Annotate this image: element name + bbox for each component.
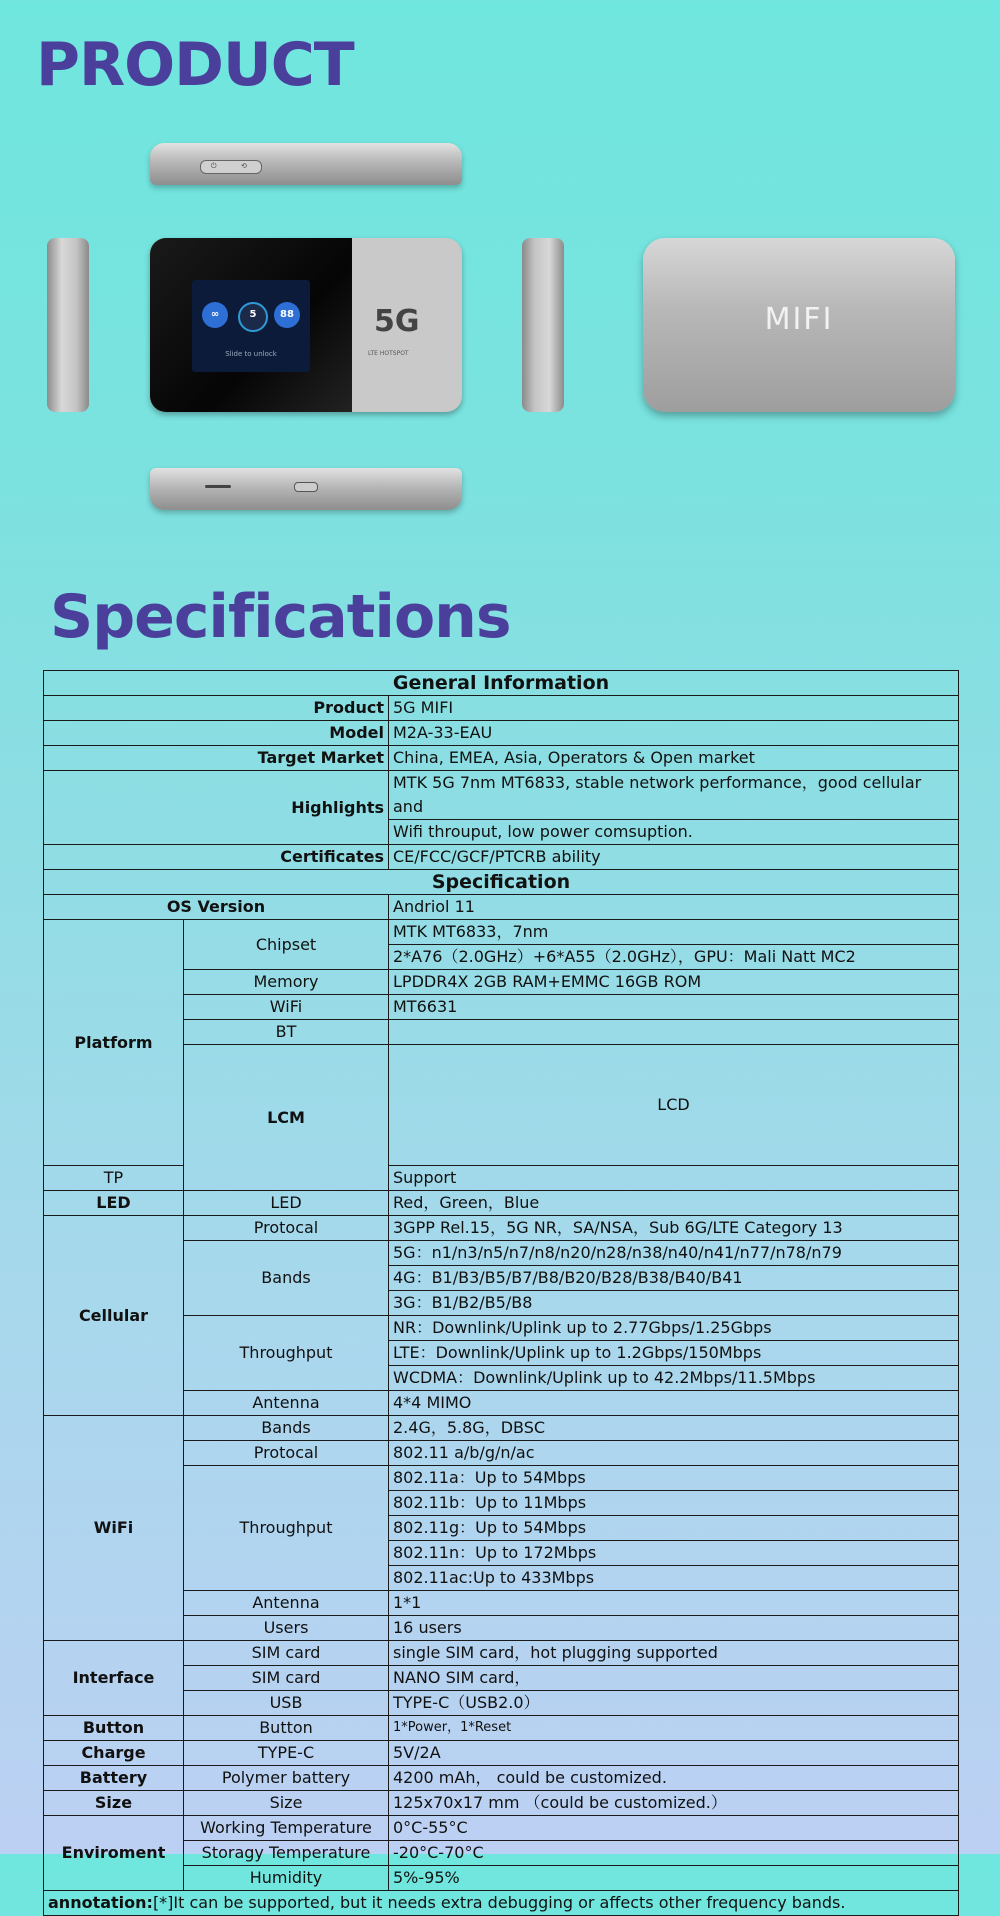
infinity-icon: ∞ [202,302,228,328]
power-icon: ⏻ [211,162,217,170]
reset-icon: ⟲ [241,162,247,170]
row-value: -20°C-70°C [389,1841,959,1866]
row-key: Target Market [44,746,389,771]
category-led: LED [44,1191,184,1216]
row-key: Certificates [44,845,389,870]
row-value: 802.11 a/b/g/n/ac [389,1441,959,1466]
row-key: Bands [184,1241,389,1316]
category-charge: Charge [44,1741,184,1766]
row-key: BT [184,1020,389,1045]
category-battery: Battery [44,1766,184,1791]
top-buttons [200,160,262,174]
row-key: SIM card [184,1666,389,1691]
table-row [44,1216,959,1241]
row-value: 16 users [389,1616,959,1641]
device-back-view [643,238,955,412]
row-value: 5%-95% [389,1866,959,1891]
row-value [389,1020,959,1045]
device-left-side-view [47,238,89,412]
row-key: Polymer battery [184,1766,389,1791]
row-key: Throughput [184,1466,389,1591]
row-value: 1*Power，1*Reset [389,1716,959,1741]
row-key: Protocal [184,1216,389,1241]
row-value-line: 802.11n：Up to 172Mbps [389,1541,959,1566]
row-key: SIM card [184,1641,389,1666]
row-value: 5G MIFI [389,696,959,721]
screen-battery-value: 88 [274,302,300,328]
specifications-table [43,670,959,1916]
table-row [44,920,959,945]
5g-logo-subtext: LTE HOTSPOT [368,350,409,357]
row-key: Humidity [184,1866,389,1891]
row-value-line: NR：Downlink/Uplink up to 2.77Gbps/1.25Gbps [389,1316,959,1341]
table-row [44,870,959,895]
table-row [44,696,959,721]
product-title: PRODUCT [36,30,354,100]
table-row [44,1191,959,1216]
category-wifi: WiFi [44,1416,184,1641]
row-value-line: 5G：n1/n3/n5/n7/n8/n20/n28/n38/n40/n41/n77/n78/n79 [389,1241,959,1266]
category-size: Size [44,1791,184,1816]
row-key: Working Temperature [184,1816,389,1841]
row-key: Size [184,1791,389,1816]
row-value: MT6631 [389,995,959,1020]
row-value: 1*1 [389,1591,959,1616]
row-value: 3GPP Rel.15，5G NR，SA/NSA，Sub 6G/LTE Category 13 [389,1216,959,1241]
row-value: Red，Green，Blue [389,1191,959,1216]
table-row [44,1716,959,1741]
device-glass-panel [150,238,352,412]
row-key: Antenna [184,1591,389,1616]
specifications-title: Specifications [50,582,511,652]
row-value-line: 2*A76（2.0GHz）+6*A55（2.0GHz），GPU：Mali Natt MC2 [389,945,959,970]
table-row [44,771,959,820]
table-row [44,1891,959,1916]
category-button: Button [44,1716,184,1741]
row-key: Chipset [184,920,389,970]
row-key: Antenna [184,1391,389,1416]
category-platform: Platform [44,920,184,1166]
row-key: WiFi [184,995,389,1020]
5g-logo: 5G [374,304,420,339]
row-value: TYPE-C（USB2.0） [389,1691,959,1716]
row-value-line: 4G：B1/B3/B5/B7/B8/B20/B28/B38/B40/B41 [389,1266,959,1291]
row-value-line: 802.11b：Up to 11Mbps [389,1491,959,1516]
row-value: 4200 mAh， could be customized. [389,1766,959,1791]
row-key: LCD [389,1045,959,1166]
row-key: Users [184,1616,389,1641]
device-bottom-view [150,468,462,510]
table-row [44,895,959,920]
row-key: TP [44,1166,184,1191]
row-value: 0°C-55°C [389,1816,959,1841]
row-key: Memory [184,970,389,995]
row-value-line: LTE：Downlink/Uplink up to 1.2Gbps/150Mbps [389,1341,959,1366]
row-value: 125x70x17 mm （could be customized.） [389,1791,959,1816]
row-value-line: 802.11ac:Up to 433Mbps [389,1566,959,1591]
table-row [44,1816,959,1841]
table-row [44,845,959,870]
row-value-line: WCDMA：Downlink/Uplink up to 42.2Mbps/11.5Mbps [389,1366,959,1391]
device-top-view [150,143,462,185]
row-key: USB [184,1691,389,1716]
annotation-label: annotation: [48,1893,153,1912]
row-value: NANO SIM card， [389,1666,959,1691]
slide-to-unlock-text: Slide to unlock [225,350,277,358]
row-key: Bands [184,1416,389,1441]
category-lcm: LCM [184,1045,389,1191]
row-value: M2A-33-EAU [389,721,959,746]
row-key: OS Version [44,895,389,920]
row-key: Throughput [184,1316,389,1391]
row-value-line: MTK 5G 7nm MT6833, stable network performance，good cellular and [389,771,959,820]
table-row [44,1641,959,1666]
sim-slot [205,485,231,488]
table-row [44,671,959,696]
row-value-line: 802.11a：Up to 54Mbps [389,1466,959,1491]
row-value: CE/FCC/GCF/PTCRB ability [389,845,959,870]
row-value-line: 3G：B1/B2/B5/B8 [389,1291,959,1316]
row-key: LED [184,1191,389,1216]
row-value: 2.4G，5.8G，DBSC [389,1416,959,1441]
table-row [44,1741,959,1766]
row-value: Andriol 11 [389,895,959,920]
table-row [44,1766,959,1791]
row-value: 5V/2A [389,1741,959,1766]
table-row [44,721,959,746]
usb-c-port [294,482,318,492]
device-front-view [150,238,462,412]
row-value: China, EMEA, Asia, Operators & Open market [389,746,959,771]
device-right-side-view [522,238,564,412]
specification-heading: Specification [44,870,959,895]
row-value-line: 802.11g：Up to 54Mbps [389,1516,959,1541]
category-environment: Enviroment [44,1816,184,1891]
back-mifi-label: MIFI [764,302,834,337]
screen-center-value: 5 [238,302,268,332]
row-key: Button [184,1716,389,1741]
category-interface: Interface [44,1641,184,1716]
row-key: Model [44,721,389,746]
row-key: Storagy Temperature [184,1841,389,1866]
row-value: LPDDR4X 2GB RAM+EMMC 16GB ROM [389,970,959,995]
table-row [44,1166,959,1191]
row-key: Product [44,696,389,721]
row-key: TYPE-C [184,1741,389,1766]
table-row [44,1416,959,1441]
row-value-line: Wifi throuput, low power comsuption. [389,820,959,845]
row-key: Protocal [184,1441,389,1466]
annotation-text: [*]It can be supported, but it needs extra debugging or affects other frequency bands. [152,1893,846,1912]
annotation-row [44,1891,959,1916]
table-row [44,1791,959,1816]
general-information-heading: General Information [44,671,959,696]
device-screen [192,280,310,372]
row-value: Support [389,1166,959,1191]
row-value-line: MTK MT6833，7nm [389,920,959,945]
row-value: 4*4 MIMO [389,1391,959,1416]
category-cellular: Cellular [44,1216,184,1416]
row-key: Highlights [44,771,389,845]
table-row [44,746,959,771]
row-value: single SIM card，hot plugging supported [389,1641,959,1666]
